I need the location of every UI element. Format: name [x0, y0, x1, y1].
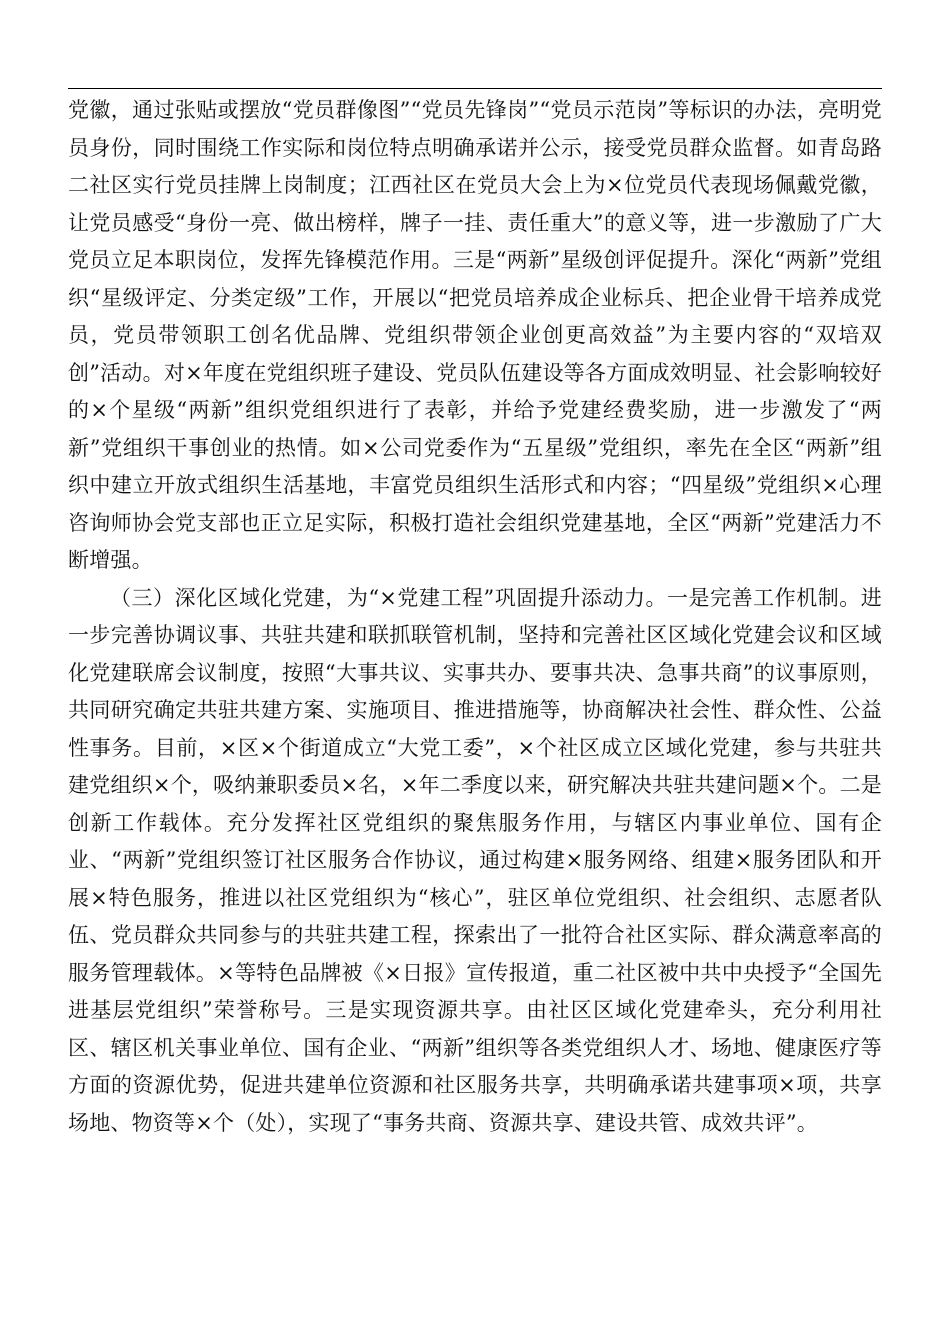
paragraph-section-three: （三）深化区域化党建，为“×党建工程”巩固提升添动力。一是完善工作机制。进一步完善协调议事、共驻共建和联抓联管机制，坚持和完善社区区域化党建会议和区域化党建联席会议制度，按照“大事共议、实事共办、要事共决、急事共商”的议事原则，共同研究确定共驻共建方案、实施项目、推进措施等，协商解决社会性、群众性、公益性事务。目前，×区×个街道成立“大党工委”，×个社区成立区域化党建，参与共驻共建党组织×个，吸纳兼职委员×名，×年二季度以来，研究解决共驻共建问题×个。二是创新工作载体。充分发挥社区党组织的聚焦服务作用，与辖区内事业单位、国有企业、“两新”党组织签订社区服务合作协议，通过构建×服务网络、组建×服务团队和开展×特色服务，推进以社区党组织为“核心”，驻区单位党组织、社会组织、志愿者队伍、党员群众共同参与的共驻共建工程，探索出了一批符合社区实际、群众满意率高的服务管理载体。×等特色品牌被《×日报》宣传报道，重二社区被中共中央授予“全国先进基层党组织”荣誉称号。三是实现资源共享。由社区区域化党建牵头，充分利用社区、辖区机关事业单位、国有企业、“两新”组织等各类党组织人才、场地、健康医疗等方面的资源优势，促进共建单位资源和社区服务共享，共明确承诺共建事项×项，共享场地、物资等×个（处），实现了“事务共商、资源共享、建设共管、成效共评”。: [68, 585, 882, 1135]
document-body: [68, 92, 882, 1142]
paragraph-continuation: 党徽，通过张贴或摆放“党员群像图”“党员先锋岗”“党员示范岗”等标识的办法，亮明党员身份，同时围绕工作实际和岗位特点明确承诺并公示，接受党员群众监督。如青岛路二社区实行党员挂牌上岗制度；江西社区在党员大会上为×位党员代表现场佩戴党徽，让党员感受“身份一亮、做出榜样，牌子一挂、责任重大”的意义等，进一步激励了广大党员立足本职岗位，发挥先锋模范作用。三是“两新”星级创评促提升。深化“两新”党组织“星级评定、分类定级”工作，开展以“把党员培养成企业标兵、把企业骨干培养成党员，党员带领职工创名优品牌、党组织带领企业创更高效益”为主要内容的“双培双创”活动。对×年度在党组织班子建设、党员队伍建设等各方面成效明显、社会影响较好的×个星级“两新”组织党组织进行了表彰，并给予党建经费奖励，进一步激发了“两新”党组织干事创业的热情。如×公司党委作为“五星级”党组织，率先在全区“两新”组织中建立开放式组织生活基地，丰富党员组织生活形式和内容；“四星级”党组织×心理咨询师协会党支部也正立足实际，积极打造社会组织党建基地，全区“两新”党建活力不断增强。: [68, 98, 882, 572]
header-rule: [68, 88, 882, 89]
